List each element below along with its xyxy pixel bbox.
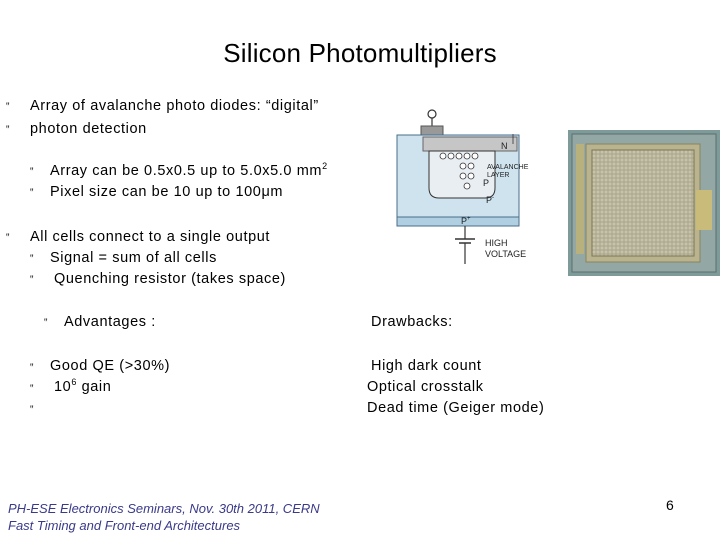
drawback-item: High dark count — [371, 358, 482, 374]
diagram-p-plus-letter: P — [461, 216, 468, 226]
bullet-marker: ‟ — [30, 362, 34, 374]
bullet-marker: ‟ — [6, 124, 10, 136]
gain-base: 10 — [54, 379, 72, 395]
diagram-p-plus-sign: + — [467, 216, 471, 222]
drawbacks-heading: Drawbacks: — [371, 314, 453, 330]
footer-line: PH-ESE Electronics Seminars, Nov. 30th 2011, CERN — [8, 501, 320, 516]
bullet-marker: ‟ — [30, 166, 34, 178]
diagram-label-voltage: VOLTAGE — [485, 249, 527, 259]
bullet-marker: ‟ — [30, 253, 34, 265]
bullet-marker: ‟ — [30, 404, 34, 416]
apd-cross-section-diagram — [395, 106, 550, 272]
superscript: 6 — [71, 377, 77, 388]
drawback-item: Dead time (Geiger mode) — [367, 400, 545, 416]
gain-label: gain — [76, 379, 112, 395]
sub-bullet-text: Pixel size can be 10 up to 100μm — [50, 184, 284, 200]
sub-bullet-text: Quenching resistor (takes space) — [54, 271, 286, 287]
slide-title: Silicon Photomultipliers — [223, 38, 497, 68]
diagram-label-high: HIGH — [485, 238, 508, 248]
advantages-heading: Advantages : — [64, 314, 156, 330]
diagram-label-avalanche: AVALANCHE — [487, 164, 529, 171]
sub-bullet-text: Signal = sum of all cells — [50, 250, 217, 266]
bullet-text: All cells connect to a single output — [30, 229, 271, 245]
advantage-item — [54, 379, 111, 395]
sub-bullet-main: Array can be 0.5x0.5 up to 5.0x5.0 mm — [50, 163, 323, 179]
sub-bullet-text — [50, 163, 328, 179]
sipm-chip-photo — [568, 130, 720, 276]
diagram-p-minus-letter: P — [486, 195, 493, 205]
footer-line: Fast Timing and Front-end Architectures — [8, 518, 241, 533]
diagram-p-minus-sign: - — [492, 195, 495, 201]
diagram-label-layer: LAYER — [487, 172, 510, 179]
drawback-item: Optical crosstalk — [367, 379, 484, 395]
bullet-marker: ‟ — [30, 187, 34, 199]
bullet-text: photon detection — [30, 121, 147, 137]
bullet-marker: ‟ — [6, 101, 10, 113]
bullet-text: Array of avalanche photo diodes: “digital” — [30, 98, 319, 114]
footer — [8, 500, 320, 534]
bullet-marker: ‟ — [44, 317, 48, 329]
bullet-marker: ‟ — [6, 232, 10, 244]
advantage-item: Good QE (>30%) — [50, 358, 171, 374]
page-number: 6 — [666, 497, 674, 513]
diagram-label-n: N — [501, 141, 508, 151]
bullet-marker: ‟ — [30, 274, 34, 286]
superscript: 2 — [322, 161, 328, 172]
bullet-marker: ‟ — [30, 383, 34, 395]
diagram-label-p: P — [483, 178, 490, 188]
